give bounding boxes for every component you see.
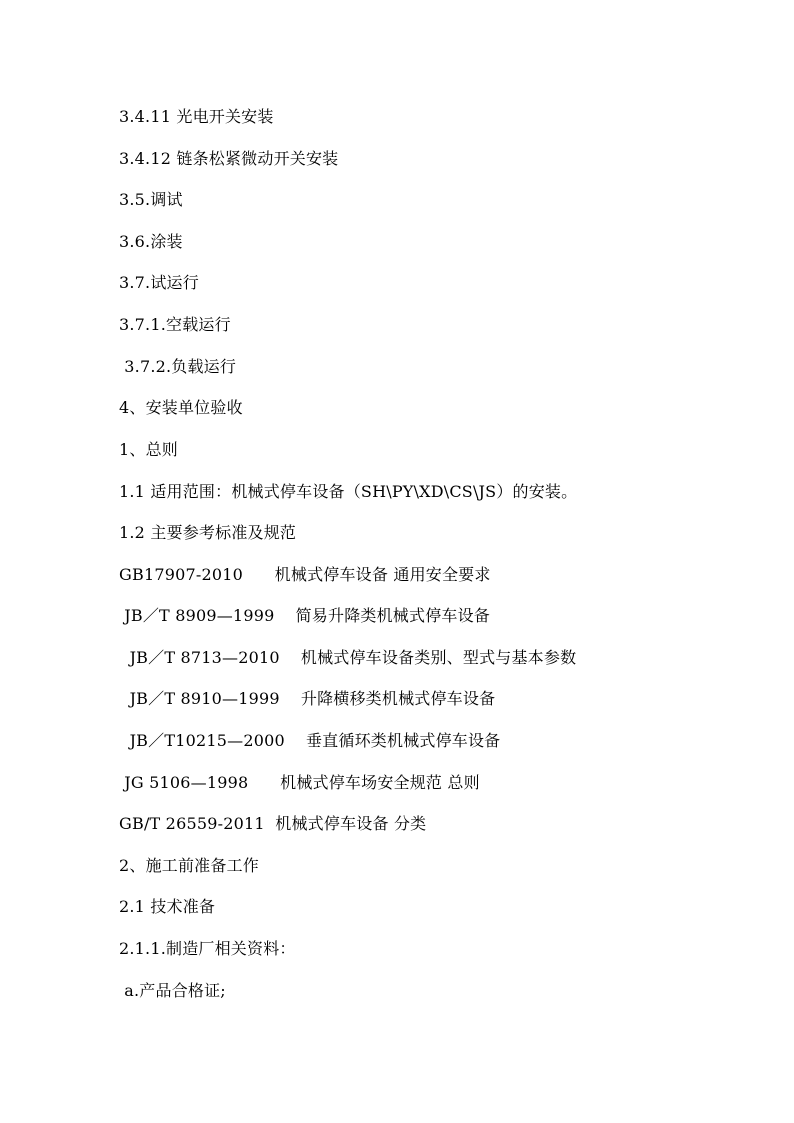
heading-3-5: 3.5.调试 [119, 190, 183, 209]
standard-item: JB／T 8713—2010 机械式停车设备类别、型式与基本参数 [119, 648, 577, 667]
heading-section-1: 1、总则 [119, 440, 178, 459]
heading-3-7-1: 3.7.1.空载运行 [119, 315, 231, 334]
heading-3-6: 3.6.涂装 [119, 232, 183, 251]
heading-3-4-12: 3.4.12 链条松紧微动开关安装 [119, 149, 339, 168]
list-item-a: a.产品合格证; [119, 981, 226, 1000]
standard-item: JB／T10215—2000 垂直循环类机械式停车设备 [119, 731, 501, 750]
standard-item: JG 5106—1998 机械式停车场安全规范 总则 [119, 773, 480, 792]
heading-2-1: 2.1 技术准备 [119, 897, 216, 916]
standard-item: JB／T 8910—1999 升降横移类机械式停车设备 [119, 689, 496, 708]
heading-1-2: 1.2 主要参考标准及规范 [119, 523, 297, 542]
standard-item: GB17907-2010 机械式停车设备 通用安全要求 [119, 565, 491, 584]
heading-section-2: 2、施工前准备工作 [119, 856, 259, 875]
heading-3-7: 3.7.试运行 [119, 273, 199, 292]
heading-3-7-2: 3.7.2.负载运行 [119, 357, 237, 376]
standard-item: JB／T 8909—1999 简易升降类机械式停车设备 [119, 606, 490, 625]
heading-2-1-1: 2.1.1.制造厂相关资料： [119, 939, 296, 958]
heading-3-4-11: 3.4.11 光电开关安装 [119, 107, 274, 126]
standard-item: GB/T 26559-2011 机械式停车设备 分类 [119, 814, 427, 833]
paragraph-1-1: 1.1 适用范围：机械式停车设备（SH\PY\XD\CS\JS）的安装。 [119, 482, 578, 501]
heading-section-4: 4、安装单位验收 [119, 398, 243, 417]
